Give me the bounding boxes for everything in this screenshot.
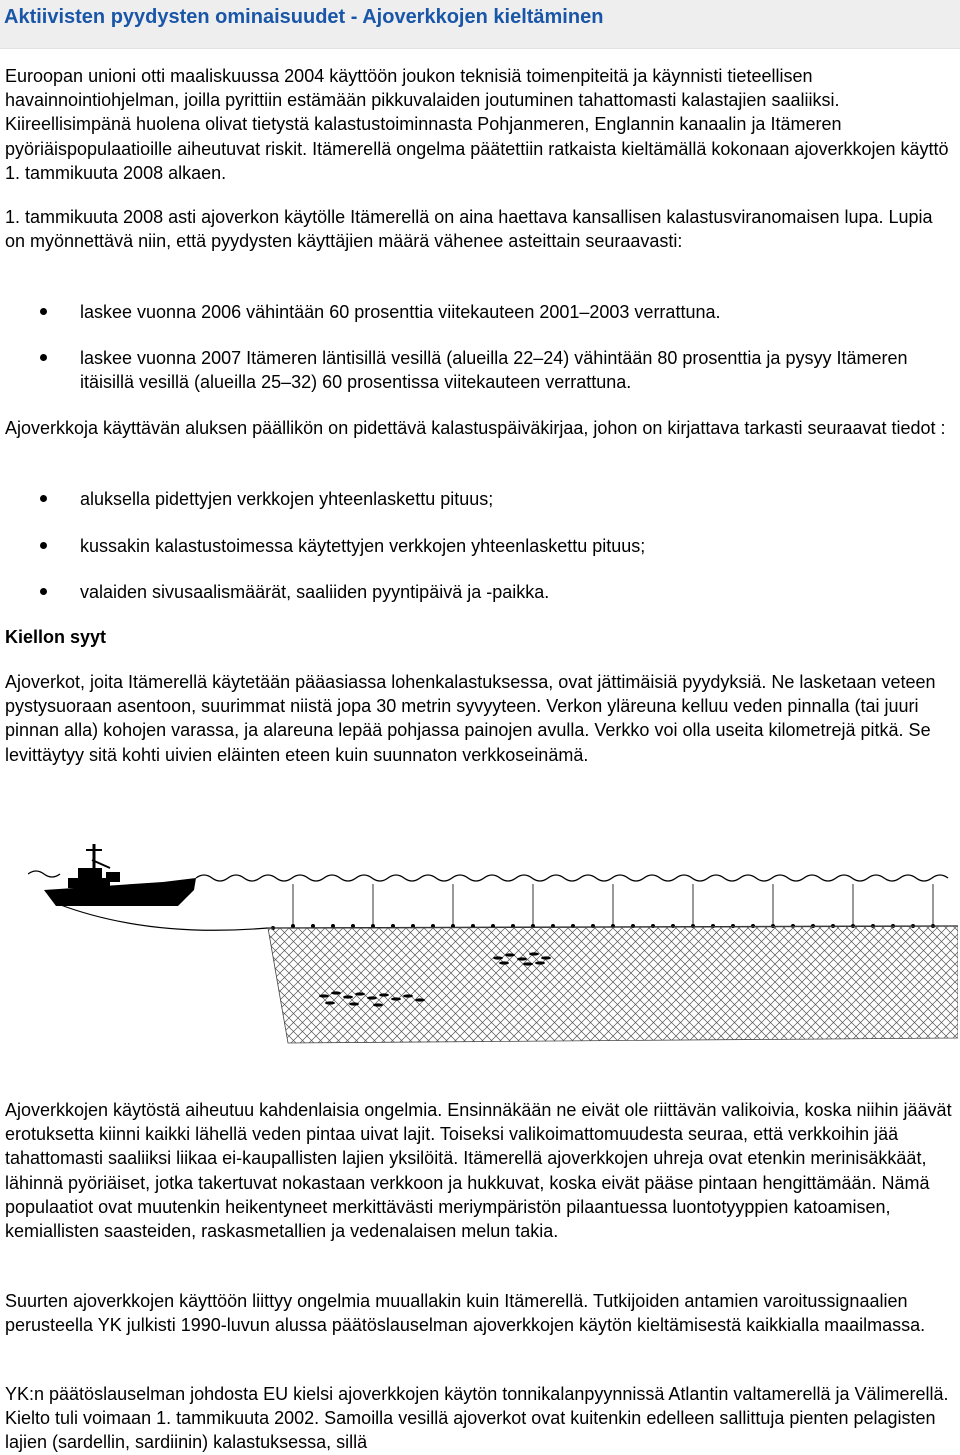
driftnet-description-paragraph: Ajoverkot, joita Itämerellä käytetään pääasiassa lohenkalastuksessa, ovat jättimäisiä pyydyksiä. Ne lasketaan veteen pystysuoraan asentoon, suurimmat niistä jopa 30 metrin syvyyteen. Verkon yläreuna kelluu veden pinnalla (tai juuri pinnan alla) kohojen varassa, ja alareuna lepää pohjassa painojen avulla. Verkko voi olla useita kilometrejä pitkä. Se levittäytyy sitä kohti uivien eläinten eteen kuin suunnaton verkkoseinämä.	[5, 672, 936, 765]
logbook-paragraph: Ajoverkkoja käyttävän aluksen päällikön on pidettävä kalastuspäiväkirjaa, johon on kirjattava tarkasti seuraavat tiedot :	[5, 418, 946, 438]
bullet-icon	[40, 588, 47, 595]
problems-paragraph: Ajoverkkojen käytöstä aiheutuu kahdenlaisia ongelmia. Ensinnäkään ne eivät ole riittävän valikoivia, koska niihin jäävät erotuksetta kiinni kaikki lähellä veden pintaa uivat lajit. Toiseksi valikoimattomuudesta seuraa, että verkkoihin jää tahattomasti saaliiksi liikaa ei-kaupallisten lajien yksilöitä. Itämerellä ajoverkkojen uhreja ovat etenkin merinisäkkäät, lähinnä pyöriäiset, jotka takertuvat nokastaan verkkoon ja hukkuvat, koska eivät pääse pintaan hengittämään. Nämä populaatiot ovat muutenkin heikentyneet merkittävästi meriympäristön pilaantuessa luontotyyppien katoamisen, kemiallisten saasteiden, raskasmetallien ja vedenalaisen melun takia.	[5, 1100, 952, 1242]
un-resolution-paragraph: Suurten ajoverkkojen käyttöön liittyy ongelmia muuallakin kuin Itämerellä. Tutkijoiden antamien varoitussignaalien perusteella YK julkisti 1990-luvun alussa päätöslauselman ajoverkkojen käytön kieltämisestä kaikkialla maailmassa.	[5, 1291, 926, 1336]
fishing-boat-icon	[44, 844, 196, 906]
bullet-icon	[40, 354, 47, 361]
title-bar	[0, 0, 960, 49]
license-paragraph: 1. tammikuuta 2008 asti ajoverkon käytölle Itämerellä on aina haettava kansallisen kalastusviranomaisen lupa. Lupia on myönnettävä niin, että pyydysten käyttäjien määrä vähenee asteittain seuraavasti:	[5, 207, 933, 252]
page-title: Aktiivisten pyydysten ominaisuudet - Ajoverkkojen kieltäminen	[4, 6, 604, 28]
bullet-icon	[40, 495, 47, 502]
driftnet-illustration	[28, 838, 958, 1050]
intro-paragraph: Euroopan unioni otti maaliskuussa 2004 käyttöön joukon teknisiä toimenpiteitä ja käynnisti tieteellisen havainnointiohjelman, joilla pyrittiin estämään pikkuvalaiden joutuminen tahattomasti kalastajien saaliiksi. Kiireellisimpänä huolena olivat tietystä kalastustoiminnasta Pohjanmeren, Englannin kanaalin ja Itämeren pyöriäispopulaatioille aiheutuvat riskit. Itämerellä ongelma päätettiin ratkaista kieltämällä kokonaan ajoverkkojen käyttö 1. tammikuuta 2008 alkaen.	[5, 66, 949, 183]
list-item: aluksella pidettyjen verkkojen yhteenlaskettu pituus;	[80, 489, 494, 509]
list-item: laskee vuonna 2007 Itämeren läntisillä vesillä (alueilla 22–24) vähintään 80 prosenttia ja pysyy Itämeren itäisillä vesillä (alueilla 25–32) 60 prosentissa viitekauteen verrattuna.	[80, 348, 908, 393]
section-heading: Kiellon syyt	[5, 627, 107, 647]
list-item: kussakin kalastustoimessa käytettyjen verkkojen yhteenlaskettu pituus;	[80, 536, 646, 556]
eu-ban-paragraph: YK:n päätöslauselman johdosta EU kielsi ajoverkkojen käytön tonnikalanpyynnissä Atlantin valtamerellä ja Välimerellä. Kielto tuli voimaan 1. tammikuuta 2002. Samoilla vesillä ajoverkot ovat kuitenkin edelleen sallittuja pienten pelagisten lajien (sardellin, sardiinin) kalastuksessa, sillä	[5, 1384, 949, 1453]
bullet-icon	[40, 308, 47, 315]
bullet-icon	[40, 542, 47, 549]
list-item: laskee vuonna 2006 vähintään 60 prosenttia viitekauteen 2001–2003 verrattuna.	[80, 302, 721, 322]
list-item: valaiden sivusaalismäärät, saaliiden pyyntipäivä ja -paikka.	[80, 582, 550, 602]
